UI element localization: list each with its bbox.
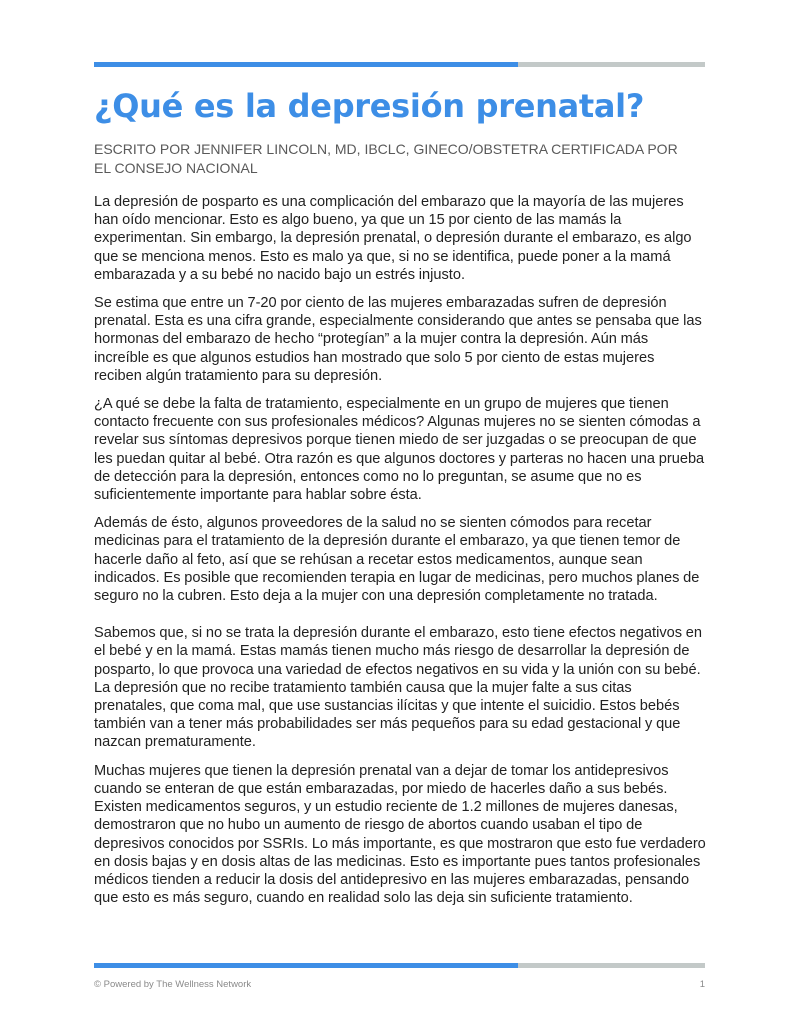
header-divider-bar xyxy=(94,62,705,67)
page-title: ¿Qué es la depresión prenatal? xyxy=(94,87,645,125)
divider-accent-segment xyxy=(94,963,518,968)
footer-divider-bar xyxy=(94,963,705,968)
author-byline: ESCRITO POR JENNIFER LINCOLN, MD, IBCLC, GINECO/OBSTETRA CERTIFICADA POR EL CONSEJO NACIONAL xyxy=(94,141,678,176)
article-body xyxy=(94,193,714,907)
paragraph-3: ¿A qué se debe la falta de tratamiento, especialmente en un grupo de mujeres que tienen contacto frecuente con sus profesionales médicos? Algunas mujeres no se sienten cómodas a revelar sus síntomas depresivos porque tienen miedo de ser juzgadas o se preocupan de que les puedan quitar al bebé. Otra razón es que algunos doctores y parteras no hacen una prueba de detección para la depresión, entonces como no lo preguntan, se asume que no es suficientemente importante para hablar sobre ésta. xyxy=(94,396,705,504)
footer-credit: © Powered by The Wellness Network xyxy=(94,979,252,990)
paragraph-5: Sabemos que, si no se trata la depresión durante el embarazo, esto tiene efectos negativos en el bebé y en la mamá. Estas mamás tienen mucho más riesgo de desarrollar la depresión de posparto, lo que provoca una variedad de efectos negativos en su vida y la unión con su bebé. La depresión que no recibe tratamiento también causa que la mujer falte a sus citas prenatales, que coma mal, que use sustancias ilícitas y que intente el suicidio. Estos bebés también van a tener más probabilidades ser más pequeños para su edad gestacional y que nazcan prematuramente. xyxy=(94,625,703,751)
paragraph-1: La depresión de posparto es una complicación del embarazo que la mayoría de las mujeres han oído mencionar. Esto es algo bueno, ya que un 15 por ciento de las mamás la experimentan. Sin embargo, la depresión prenatal, o depresión durante el embarazo, es algo que se menciona menos. Esto es malo ya que, si no se identifica, puede poner a la mamá embarazada y a su bebé no nacido bajo un estrés injusto. xyxy=(94,194,692,283)
divider-accent-segment xyxy=(94,62,518,67)
paragraph-6: Muchas mujeres que tienen la depresión prenatal van a dejar de tomar los antidepresivos cuando se enteran de que están embarazadas, por miedo de hacerles daño a sus bebés. Existen medicamentos seguros, y un estudio reciente de 1.2 millones de mujeres danesas, demostraron que no hubo un aumento de riesgo de abortos cuando usaban el tipo de depresivos conocidos por SSRIs. Lo más importante, es que mostraron que esto fue verdadero en dosis bajas y en dosis altas de las medicinas. Esto es importante pues tantos profesionales médicos tienden a reducir la dosis del antidepresivo en las mujeres embarazadas, pensando que esto es más seguro, cuando en realidad solo las deja sin suficiente tratamiento. xyxy=(94,762,706,907)
paragraph-4: Además de ésto, algunos proveedores de la salud no se sienten cómodos para recetar medicinas para el tratamiento de la depresión durante el embarazo, ya que tienen temor de hacerle daño al feto, así que se rehúsan a recetar estos medicamentos, aunque sean indicados. Es posible que recomienden terapia en lugar de medicinas, pero muchos planes de seguro no la cubren. Esto deja a la mujer con una depresión completamente no tratada. xyxy=(94,515,700,605)
paragraph-2: Se estima que entre un 7-20 por ciento de las mujeres embarazadas sufren de depresión prenatal. Esta es una cifra grande, especialmente considerando que antes se pensaba que las hormonas del embarazo de hecho “protegían” a la mujer contra la depresión. Aún más increíble es que algunos estudios han mostrado que solo 5 por ciento de estas mujeres reciben algún tratamiento para su depresión. xyxy=(94,295,702,384)
page-number: 1 xyxy=(699,979,705,990)
page-footer xyxy=(94,979,705,991)
divider-gray-segment xyxy=(518,963,705,968)
document-content xyxy=(94,84,714,917)
divider-gray-segment xyxy=(518,62,705,67)
